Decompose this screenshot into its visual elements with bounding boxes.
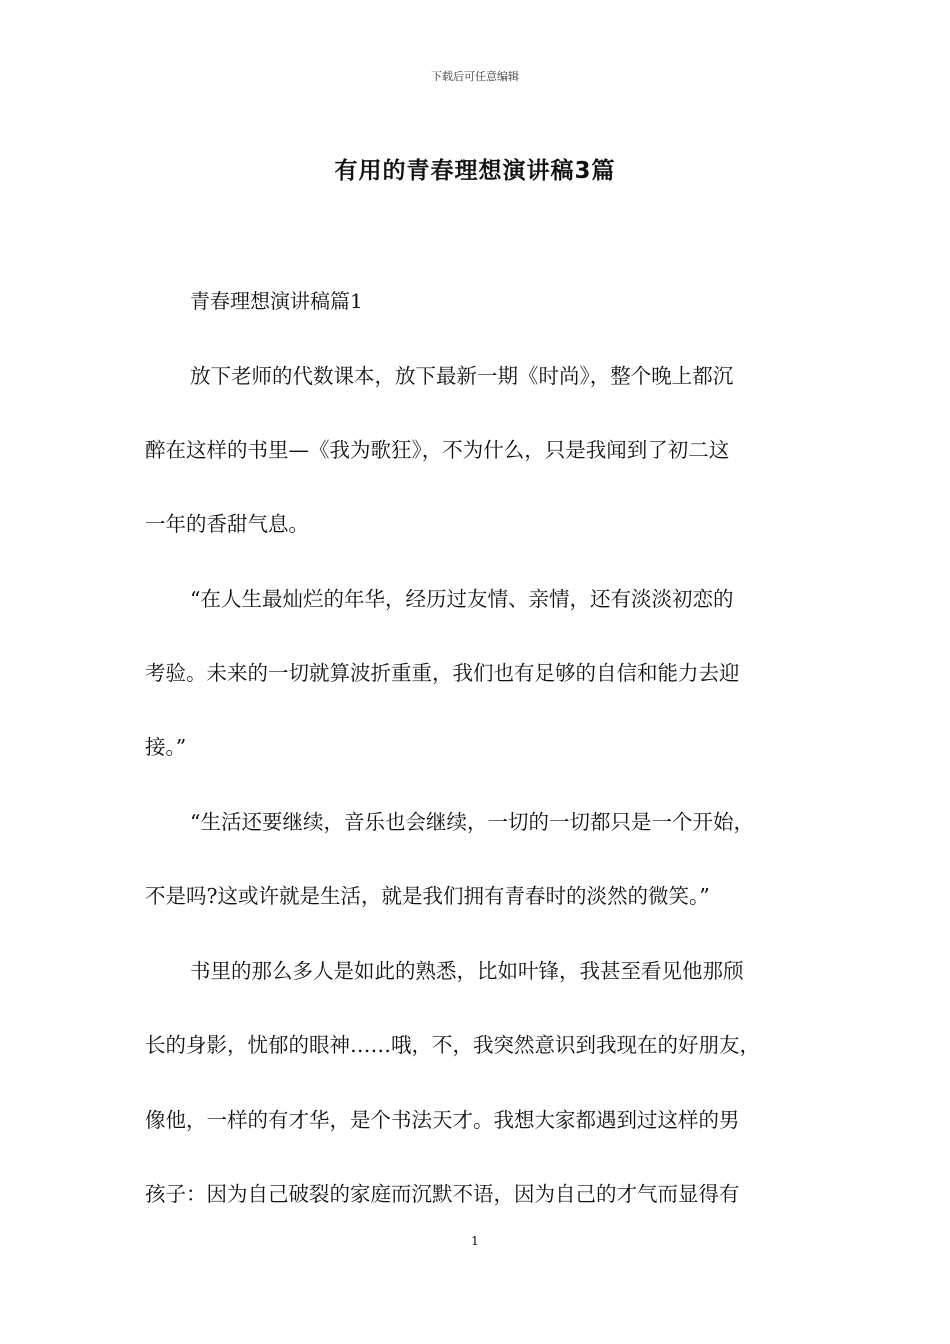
paragraph-line: 像他，一样的有才华，是个书法天才。我想大家都遇到过这样的男 (145, 1108, 740, 1132)
paragraph-line: 不是吗?这或许就是生活，就是我们拥有青春时的淡然的微笑。” (145, 884, 710, 908)
paragraph-line: 放下老师的代数课本，放下最新一期《时尚》，整个晚上都沉 (190, 364, 734, 388)
paragraph-line: “生活还要继续，音乐也会继续，一切的一切都只是一个开始， (190, 810, 754, 834)
paragraph-line: 醉在这样的书里—《我为歌狂》，不为什么，只是我闻到了初二这 (145, 438, 730, 462)
paragraph-line: 孩子：因为自己破裂的家庭而沉默不语，因为自己的才气而显得有 (145, 1182, 740, 1206)
section-heading: 青春理想演讲稿篇1 (190, 289, 363, 313)
document-title: 有用的青春理想演讲稿3篇 (334, 158, 616, 184)
header-note: 下载后可任意编辑 (431, 70, 519, 83)
paragraph-line: 书里的那么多人是如此的熟悉，比如叶锋，我甚至看见他那颀 (190, 959, 744, 983)
paragraph-line: 长的身影，忧郁的眼神……哦，不，我突然意识到我现在的好朋友， (145, 1033, 760, 1057)
paragraph-line: “在人生最灿烂的年华，经历过友情、亲情，还有淡淡初恋的 (190, 587, 734, 611)
paragraph-line: 接。” (145, 735, 187, 759)
page-number: 1 (471, 1234, 479, 1248)
paragraph-line: 考验。未来的一切就算波折重重，我们也有足够的自信和能力去迎 (145, 661, 740, 685)
paragraph-line: 一年的香甜气息。 (145, 512, 309, 536)
